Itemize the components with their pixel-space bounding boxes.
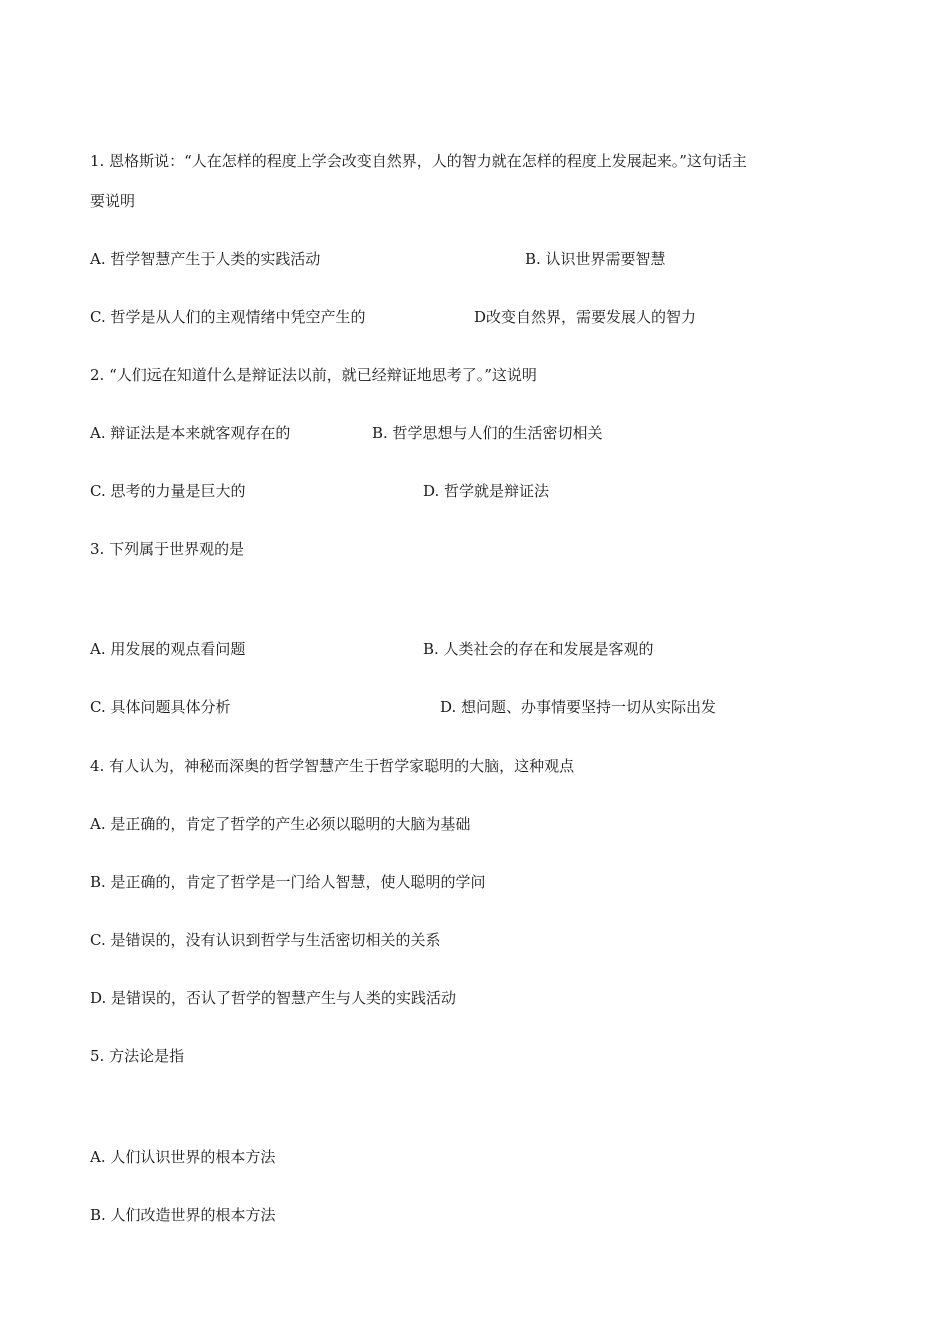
question-2-option-c: C. 思考的力量是巨大的 [90,482,246,500]
question-4-option-a: A. 是正确的，肯定了哲学的产生必须以聪明的大脑为基础 [90,815,471,833]
question-1-option-b: B. 认识世界需要智慧 [525,250,666,268]
question-4-option-c: C. 是错误的，没有认识到哲学与生活密切相关的关系 [90,931,441,949]
question-5-option-b: B. 人们改造世界的根本方法 [90,1206,276,1224]
question-4-option-b: B. 是正确的，肯定了哲学是一门给人智慧，使人聪明的学问 [90,873,486,891]
question-3-option-d: D. 想问题、办事情要坚持一切从实际出发 [440,698,717,716]
question-1-option-a: A. 哲学智慧产生于人类的实践活动 [90,250,321,268]
question-4-stem: 4. 有人认为，神秘而深奥的哲学智慧产生于哲学家聪明的大脑，这种观点 [90,757,575,775]
question-3-stem: 3. 下列属于世界观的是 [90,540,245,558]
question-1-option-c: C. 哲学是从人们的主观情绪中凭空产生的 [90,308,366,326]
question-4-option-d: D. 是错误的，否认了哲学的智慧产生与人类的实践活动 [90,989,457,1007]
question-1-option-d: D改变自然界，需要发展人的智力 [474,308,697,326]
question-3-option-c: C. 具体问题具体分析 [90,698,231,716]
question-5-stem: 5. 方法论是指 [90,1047,185,1065]
question-1-stem-line1: 1. 恩格斯说：“人在怎样的程度上学会改变自然界，人的智力就在怎样的程度上发展起来。”这句话主 [90,152,747,170]
question-2-stem: 2. “人们远在知道什么是辩证法以前，就已经辩证地思考了。”这说明 [90,366,537,384]
question-5-option-a: A. 人们认识世界的根本方法 [90,1148,276,1166]
question-3-option-b: B. 人类社会的存在和发展是客观的 [423,640,654,658]
question-2-option-d: D. 哲学就是辩证法 [423,482,550,500]
question-2-option-b: B. 哲学思想与人们的生活密切相关 [372,424,603,442]
question-2-option-a: A. 辩证法是本来就客观存在的 [90,424,291,442]
question-3-option-a: A. 用发展的观点看问题 [90,640,246,658]
question-1-stem-line2: 要说明 [90,192,136,210]
